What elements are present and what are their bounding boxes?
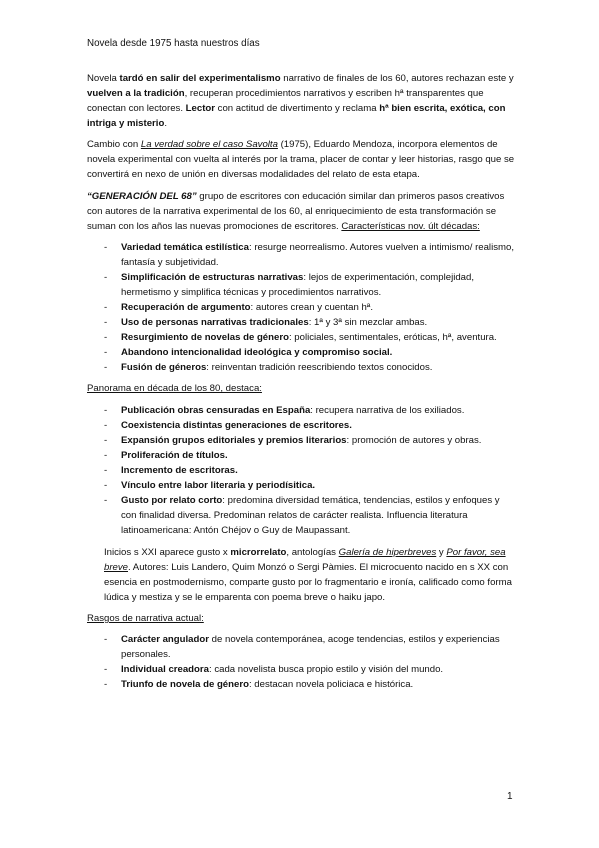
list-dash: - — [104, 317, 108, 328]
item-bold: Carácter angulador — [121, 634, 209, 645]
generation-68-paragraph — [87, 189, 515, 234]
microrrelato-text: , antologías — [286, 547, 339, 558]
list-dash: - — [104, 634, 108, 645]
list-item — [87, 330, 515, 345]
item-text: : recupera narrativa de los exiliados. — [310, 405, 465, 416]
list-item — [87, 463, 515, 478]
intro-paragraph — [87, 71, 515, 131]
list-item — [87, 493, 515, 538]
list-dash: - — [104, 435, 108, 446]
panorama-list — [87, 403, 515, 538]
microrrelato-text: Inicios s XXI aparece gusto x — [104, 547, 231, 558]
list-dash: - — [104, 362, 108, 373]
intro-text: narrativo de finales de los 60, autores rechazan este y — [280, 73, 514, 84]
list-dash: - — [104, 347, 108, 358]
list-dash: - — [104, 664, 108, 675]
microrrelato-text: . Autores: Luis Landero, Quim Monzó o Sergi Pàmies. El microcuento nacido en s XX con esencia en postmodernismo, comparte gusto por lo fragmentario e ironía, calificado como forma lúdica y mestiza y se le emparenta con poema breve o haiku japo. — [104, 562, 512, 603]
intro-bold: hª bien escrita, exótica, con intriga y misterio — [87, 103, 506, 129]
list-item — [87, 300, 515, 315]
list-dash: - — [104, 480, 108, 491]
item-bold: Gusto por relato corto — [121, 495, 223, 506]
list-dash: - — [104, 405, 108, 416]
list-dash: - — [104, 420, 108, 431]
intro-bold: tardó en salir del experimentalismo — [119, 73, 281, 84]
item-text: : cada novelista busca propio estilo y visión del mundo. — [208, 664, 444, 675]
intro-text: con actitud de divertimento y reclama — [215, 103, 380, 114]
item-bold: Proliferación de títulos. — [121, 450, 228, 461]
list-item — [87, 240, 515, 270]
list-dash: - — [104, 332, 108, 343]
list-dash: - — [104, 465, 108, 476]
list-item — [87, 662, 515, 677]
panorama-heading: Panorama en década de los 80, destaca: — [87, 383, 262, 394]
mendoza-text: (1975), Eduardo Mendoza, incorpora elementos de novela experimental con vuelta al interés por la trama, placer de contar y leer historias, rasgo que se convertirá en nexo de unión en diversas modalidades del relato de esta etapa. — [87, 139, 515, 180]
mendoza-paragraph — [87, 137, 515, 182]
intro-bold: vuelven a la tradición — [87, 88, 185, 99]
item-text: : autores crean y cuentan hª. — [250, 302, 374, 313]
item-bold: Simplificación de estructuras narrativas — [121, 272, 304, 283]
item-bold: Recuperación de argumento — [121, 302, 251, 313]
item-bold: Abandono intencionalidad ideológica y compromiso social. — [121, 347, 393, 358]
list-item — [87, 360, 515, 375]
item-text: : promoción de autores y obras. — [346, 435, 482, 446]
anthology-title: Por favor, sea breve — [104, 547, 506, 573]
list-item — [87, 632, 515, 662]
item-bold: Resurgimiento de novelas de género — [121, 332, 289, 343]
item-text: : reinventan tradición reescribiendo textos conocidos. — [206, 362, 433, 373]
features-heading: Características nov. últ décadas: — [341, 221, 480, 232]
list-item — [87, 403, 515, 418]
list-item — [87, 433, 515, 448]
item-text: de novela contemporánea, acoge tendencias, estilos y experiencias personales. — [121, 634, 500, 660]
item-bold: Variedad temática estilística — [121, 242, 249, 253]
list-item — [87, 448, 515, 463]
item-text: : resurge neorrealismo. Autores vuelven a intimismo/ realismo, fantasía y subjetividad. — [121, 242, 514, 268]
page-header: Novela desde 1975 hasta nuestros días — [87, 38, 260, 49]
item-bold: Vínculo entre labor literaria y periodísitica. — [121, 480, 316, 491]
list-dash: - — [104, 495, 108, 506]
list-item — [87, 345, 515, 360]
mendoza-text: Cambio con — [87, 139, 141, 150]
list-dash: - — [104, 679, 108, 690]
generation-68-title: “GENERACIÓN DEL 68” — [87, 191, 197, 202]
microrrelato-text: y — [436, 547, 447, 558]
list-item — [87, 418, 515, 433]
item-bold: Individual creadora — [121, 664, 209, 675]
item-bold: Coexistencia distintas generaciones de escritores. — [121, 420, 352, 431]
features-list — [87, 240, 515, 375]
item-bold: Fusión de géneros — [121, 362, 207, 373]
list-dash: - — [104, 450, 108, 461]
item-text: : destacan novela policiaca e histórica. — [248, 679, 414, 690]
item-text: : lejos de experimentación, complejidad, hermetismo y simplifica técnicas y procedimientos narrativos. — [121, 272, 475, 298]
list-dash: - — [104, 242, 108, 253]
list-item — [87, 270, 515, 300]
intro-text: , recuperan procedimientos narrativos y escriben hª transparentes que conectan con lectores. — [87, 88, 484, 114]
item-bold: Expansión grupos editoriales y premios literarios — [121, 435, 347, 446]
item-bold: Publicación obras censuradas en España — [121, 405, 311, 416]
item-text: : predomina diversidad temática, tendencias, estilos y enfoques y con finalidad diversa. Predominan relatos de carácter realista. Influencia literatura latinoamericana: Antón Chéjov o Guy de Maupassant. — [121, 495, 500, 536]
list-dash: - — [104, 272, 108, 283]
intro-bold: Lector — [185, 103, 215, 114]
item-bold: Triunfo de novela de género — [121, 679, 249, 690]
list-dash: - — [104, 302, 108, 313]
item-bold: Incremento de escritoras. — [121, 465, 238, 476]
item-bold: Uso de personas narrativas tradicionales — [121, 317, 309, 328]
page-number: 1 — [507, 791, 513, 802]
microrrelato-paragraph — [104, 545, 516, 605]
intro-text: Novela — [87, 73, 120, 84]
actual-list — [87, 632, 515, 692]
list-item — [87, 315, 515, 330]
list-item — [87, 677, 515, 692]
actual-heading: Rasgos de narrativa actual: — [87, 613, 204, 624]
anthology-title: Galería de hiperbreves — [338, 547, 437, 558]
microrrelato-bold: microrrelato — [230, 547, 287, 558]
intro-text: . — [164, 118, 167, 129]
item-text: : 1ª y 3ª sin mezclar ambas. — [308, 317, 428, 328]
list-item — [87, 478, 515, 493]
item-text: : policiales, sentimentales, eróticas, hª, aventura. — [288, 332, 497, 343]
book-title: La verdad sobre el caso Savolta — [140, 139, 278, 150]
generation-68-text: grupo de escritores con educación similar dan primeros pasos creativos con autores de la narrativa experimental de los 60, al enriquecimiento de esta transformación se suman con los años las nuevas promociones de escritores. — [87, 191, 505, 232]
